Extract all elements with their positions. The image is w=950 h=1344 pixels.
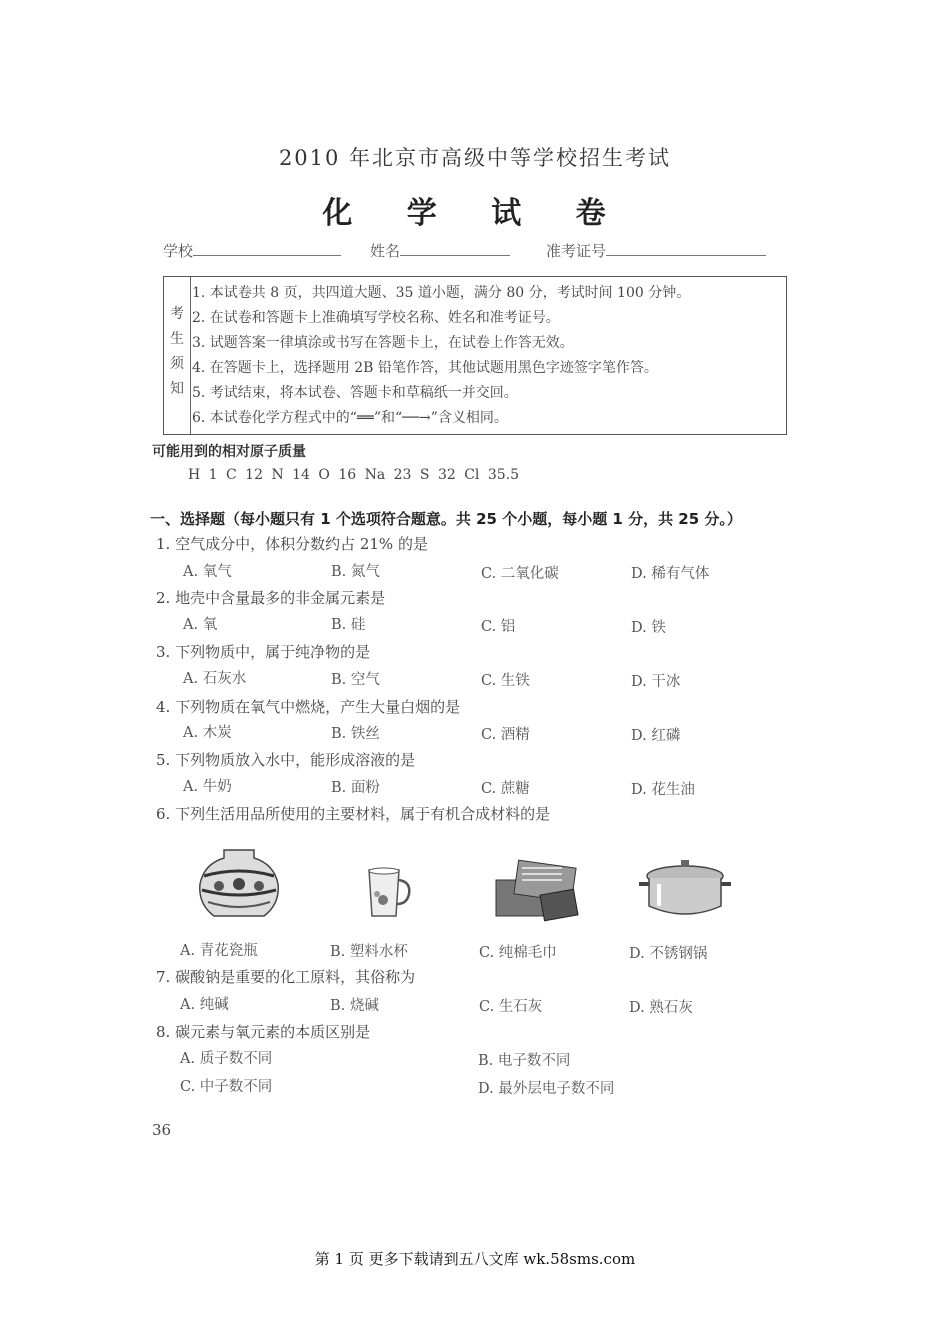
- q5-option-d: D. 花生油: [631, 782, 695, 798]
- notice-item: 3. 试题答案一律填涂或书写在答题卡上，在试卷上作答无效。: [192, 335, 574, 351]
- section-1-title: 一、选择题（每小题只有 1 个选项符合题意。共 25 个小题，每小题 1 分，共 25 分。）: [150, 510, 742, 528]
- side-char: 考: [170, 306, 184, 322]
- q5-option-c: C. 蔗糖: [481, 781, 530, 797]
- steel-pot-image: [637, 858, 733, 922]
- question-6-stem: 6. 下列生活用品所使用的主要材料，属于有机合成材料的是: [156, 805, 551, 823]
- q7-option-a: A. 纯碱: [180, 997, 229, 1013]
- paper-subtitle: 化 学 试 卷: [322, 196, 628, 231]
- page-number: 36: [152, 1121, 172, 1139]
- q6-option-a: A. 青花瓷瓶: [180, 943, 258, 959]
- q5-option-b: B. 面粉: [331, 780, 380, 796]
- footer-text: 第 1 页 更多下载请到五八文库 wk.58sms.com: [314, 1250, 636, 1268]
- q8-option-d: D. 最外层电子数不同: [478, 1081, 615, 1097]
- candidate-notice-box: [163, 276, 787, 435]
- q6-option-d: D. 不锈钢锅: [629, 946, 708, 962]
- notice-item: 1. 本试卷共 8 页，共四道大题、35 道小题，满分 80 分，考试时间 100 分钟。: [192, 285, 691, 301]
- side-char: 生: [170, 331, 184, 347]
- name-field: [370, 240, 510, 261]
- side-char: 须: [170, 356, 184, 372]
- q2-option-a: A. 氧: [183, 617, 218, 633]
- exam-id-field: [546, 240, 766, 261]
- notice-item: 4. 在答题卡上，选择题用 2B 铅笔作答，其他试题用黑色字迹签字笔作答。: [192, 360, 658, 376]
- q4-option-a: A. 木炭: [183, 725, 232, 741]
- q1-option-b: B. 氮气: [331, 564, 380, 580]
- q8-option-b: B. 电子数不同: [478, 1053, 571, 1069]
- question-8-stem: 8. 碳元素与氧元素的本质区别是: [156, 1023, 371, 1041]
- q2-option-d: D. 铁: [631, 620, 666, 636]
- q5-option-a: A. 牛奶: [183, 779, 232, 795]
- q1-option-a: A. 氧气: [183, 564, 232, 580]
- q7-option-b: B. 烧碱: [330, 998, 379, 1014]
- q8-option-a: A. 质子数不同: [180, 1051, 273, 1067]
- exam-title: 2010 年北京市高级中等学校招生考试: [278, 146, 672, 170]
- q3-option-d: D. 干冰: [631, 674, 681, 690]
- notice-item: 6. 本试卷化学方程式中的“══”和“──→”含义相同。: [192, 410, 508, 426]
- notice-item: 5. 考试结束，将本试卷、答题卡和草稿纸一并交回。: [192, 385, 518, 401]
- atomic-mass-values: H 1 C 12 N 14 O 16 Na 23 S 32 Cl 35.5: [188, 467, 520, 483]
- notice-item: 2. 在试卷和答题卡上准确填写学校名称、姓名和准考证号。: [192, 310, 560, 326]
- q1-option-c: C. 二氧化碳: [481, 566, 559, 582]
- q7-option-d: D. 熟石灰: [629, 1000, 693, 1016]
- question-4-stem: 4. 下列物质在氧气中燃烧，产生大量白烟的是: [156, 698, 461, 716]
- q1-option-d: D. 稀有气体: [631, 566, 710, 582]
- question-5-stem: 5. 下列物质放入水中，能形成溶液的是: [156, 751, 416, 769]
- q4-option-c: C. 酒精: [481, 727, 530, 743]
- q3-option-b: B. 空气: [331, 672, 380, 688]
- school-field: [163, 240, 341, 261]
- question-7-stem: 7. 碳酸钠是重要的化工原料，其俗称为: [156, 968, 416, 986]
- q7-option-c: C. 生石灰: [479, 999, 543, 1015]
- porcelain-vase-image: [194, 846, 284, 922]
- cotton-towel-image: [492, 858, 582, 922]
- question-1-stem: 1. 空气成分中，体积分数约占 21% 的是: [156, 535, 428, 553]
- q6-option-c: C. 纯棉毛巾: [479, 945, 557, 961]
- q8-option-c: C. 中子数不同: [180, 1079, 273, 1095]
- q2-option-b: B. 硅: [331, 617, 366, 633]
- side-char: 知: [170, 381, 184, 397]
- q6-option-b: B. 塑料水杯: [330, 944, 408, 960]
- q4-option-d: D. 红磷: [631, 728, 681, 744]
- name-label: 姓名: [370, 242, 401, 260]
- question-3-stem: 3. 下列物质中，属于纯净物的是: [156, 643, 371, 661]
- q3-option-a: A. 石灰水: [183, 671, 247, 687]
- plastic-cup-image: [363, 866, 413, 920]
- q3-option-c: C. 生铁: [481, 673, 530, 689]
- notice-side-label: [164, 277, 191, 434]
- question-2-stem: 2. 地壳中含量最多的非金属元素是: [156, 589, 386, 607]
- atomic-mass-title: 可能用到的相对原子质量: [152, 444, 306, 460]
- exam-id-label: 准考证号: [546, 242, 607, 260]
- q2-option-c: C. 铝: [481, 619, 516, 635]
- q4-option-b: B. 铁丝: [331, 726, 380, 742]
- school-label: 学校: [163, 242, 194, 260]
